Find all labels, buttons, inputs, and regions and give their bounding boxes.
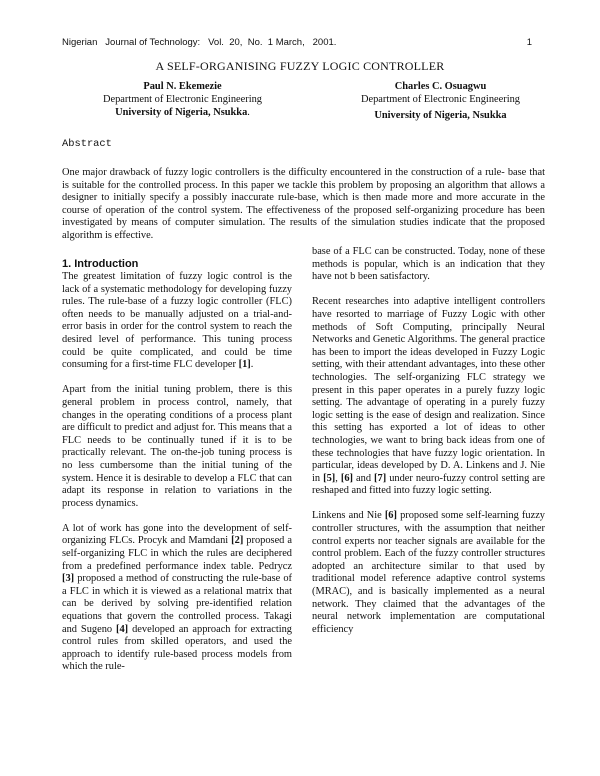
text-run: Linkens and Nie xyxy=(312,510,385,522)
left-column xyxy=(62,271,292,687)
author-block-1 xyxy=(60,80,305,119)
text-run: The greatest limitation of fuzzy logic control is the lack of a systematic methodology for developing fuzzy rules. The rule-base of a fuzzy logic controller (FLC) often needs to be manually adjusted on a trial-and-error basis in order for the control system to reach the desired level of performance. This tuning process could be quite complicated, and could be time consuming for a first-time FLC developer xyxy=(62,271,292,371)
citation-ref: [7] xyxy=(374,472,387,484)
text-run: Recent researches into adaptive intelligent controllers have resorted to marriage of Fuzzy Logic with other methods of Soft Computing, principally Neural Networks and Genetic Algorithms. The general practice has been to import the ideas developed in Fuzzy Logic setting, with their attendant advantages, into these other technologies. The self-organizing FLC strategy we present in this paper operates in a purely fuzzy logic setting. The advantage of operating in a purely fuzzy logic setting is the ease of design and realization. Since this setting has exported a lot of ideas to other technologies, we want to bring back ideas from one of these technologies that have fuzzy logic orientation. In particular, ideas developed by D. A. Linkens and J. Nie in xyxy=(312,296,545,484)
text-run: A lot of work has gone into the development of self-organizing FLCs. Procyk and Mamdani xyxy=(62,522,292,547)
running-head xyxy=(62,37,532,50)
author-university: University of Nigeria, Nsukka xyxy=(115,107,248,118)
author-name: Paul N. Ekemezie xyxy=(143,81,222,92)
citation-ref: [2] xyxy=(231,535,244,547)
citation-ref: [1] xyxy=(238,359,251,371)
text-run: . xyxy=(250,359,254,371)
citation-ref: [4] xyxy=(116,623,129,635)
text-run: , xyxy=(335,472,341,484)
abstract-text: One major drawback of fuzzy logic controllers is the difficulty encountered in the construction of a rule- base that is suitable for the controlled process. In this paper we tackle this problem by proposing an algorithm that allows a designer to initially specify a possibly inaccurate rule-base, which is then made more and more accurate in the course of operation of the control system. The effectiveness of the proposed self-organizing procedure has been investigated by means of computer simulation. The results of the simulation studies indicate that the proposed algorithm is effective. xyxy=(62,167,545,241)
paragraph xyxy=(312,510,545,636)
section-heading: 1. Introduction xyxy=(62,258,139,270)
right-column xyxy=(312,246,545,649)
text-run: proposed a self-organizing FLC in which the rules are deciphered from a predefined performance index table. Pedrycz xyxy=(62,535,292,572)
citation-ref: [5] xyxy=(323,472,336,484)
paper-title: A SELF-ORGANISING FUZZY LOGIC CONTROLLER xyxy=(155,59,445,73)
journal-citation: Nigerian Journal of Technology: Vol. 20, No. 1 March, 2001. xyxy=(62,37,337,48)
text-run: and xyxy=(352,472,375,484)
paragraph: Apart from the initial tuning problem, there is this general problem in process control, namely, that changes in the operating conditions of a process plant are difficult to predict and adjust for. This means that a FLC needs to be continually tuned if it is to be practically relevant. The on-the-job tuning process is no less cumbersome than the initial tuning of the system. Hence it is desirable to develop a FLC that can adapt its response in relation to variations in the process dynamics. xyxy=(62,384,292,509)
author-suffix: . xyxy=(247,107,250,118)
text-run: proposed some self-learning fuzzy controller structures, with the assumption that neither control experts nor teacher signals are available for the control problem. Each of the fuzzy controller structures adopted an architecture similar to that used by traditional model reference adaptive control systems (MRAC), and is basically implemented as a neural network. They claimed that the advantages of the neural network implementation are computational efficiency xyxy=(312,510,546,635)
citation-ref: [6] xyxy=(384,510,397,522)
paragraph xyxy=(312,296,545,498)
paragraph: base of a FLC can be constructed. Today, none of these methods is popular, which is an indication that they have not b been satisfactory. xyxy=(312,246,545,283)
author-block-2 xyxy=(318,80,563,122)
text-run: under neuro-fuzzy control setting are reshaped and fitted into fuzzy logic setting. xyxy=(312,472,545,497)
author-department: Department of Electronic Engineering xyxy=(361,94,520,105)
abstract-label: Abstract xyxy=(62,138,112,150)
author-name: Charles C. Osuagwu xyxy=(394,81,487,92)
page-number: 1 xyxy=(526,37,532,48)
author-university: University of Nigeria, Nsukka xyxy=(374,110,507,121)
paragraph xyxy=(62,271,292,372)
author-department: Department of Electronic Engineering xyxy=(103,94,262,105)
citation-ref: [6] xyxy=(340,472,353,484)
paragraph xyxy=(62,523,292,674)
citation-ref: [3] xyxy=(62,573,75,585)
text-run: proposed a method of constructing the rule-base of a FLC in which it is viewed as a relational matrix that can be derived by solving pre-identified relation equations that govern the controlled process. Takagi and Sugeno xyxy=(62,573,292,635)
text-run: developed an approach for extracting control rules from skilled operators, and used the approach to identify rule-based process models from which the rule- xyxy=(62,623,293,673)
